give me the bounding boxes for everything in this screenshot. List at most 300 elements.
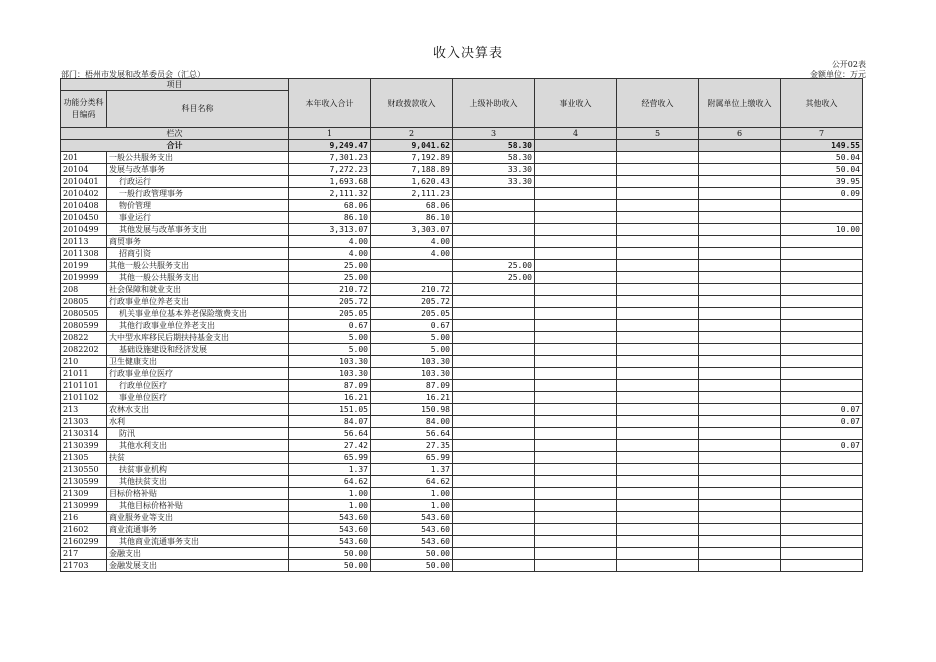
subject-name-cell: 其他发展与改革事务支出: [107, 224, 289, 236]
total-cell: [617, 140, 699, 152]
col-index: 4: [535, 128, 617, 140]
amount-cell: [617, 560, 699, 572]
amount-cell: 84.07: [289, 416, 371, 428]
col-header-business: 事业收入: [535, 79, 617, 128]
function-code-cell: 2080599: [61, 320, 107, 332]
amount-cell: [781, 500, 863, 512]
amount-cell: [781, 320, 863, 332]
amount-cell: 7,272.23: [289, 164, 371, 176]
amount-cell: [453, 308, 535, 320]
amount-unit: 金额单位：万元: [810, 70, 866, 79]
subject-name-cell: 其他一般公共服务支出: [107, 272, 289, 284]
func-code-header: 功能分类科目编码: [61, 91, 107, 128]
table-row: [61, 500, 863, 512]
amount-cell: [535, 308, 617, 320]
function-code-cell: 21305: [61, 452, 107, 464]
amount-cell: 103.30: [289, 356, 371, 368]
col-index: 2: [371, 128, 453, 140]
table-row: [61, 176, 863, 188]
subject-name-cell: 其他扶贫支出: [107, 476, 289, 488]
amount-cell: 65.99: [371, 452, 453, 464]
amount-cell: [535, 296, 617, 308]
function-code-cell: 210: [61, 356, 107, 368]
col-header-total: 本年收入合计: [289, 79, 371, 128]
amount-cell: [617, 404, 699, 416]
amount-cell: [535, 392, 617, 404]
amount-cell: [453, 500, 535, 512]
amount-cell: [699, 296, 781, 308]
amount-cell: 64.62: [289, 476, 371, 488]
amount-cell: [535, 368, 617, 380]
amount-cell: 25.00: [289, 260, 371, 272]
amount-cell: 39.95: [781, 176, 863, 188]
amount-cell: [453, 476, 535, 488]
table-row: [61, 224, 863, 236]
function-code-cell: 21602: [61, 524, 107, 536]
amount-cell: [699, 248, 781, 260]
amount-cell: 56.64: [371, 428, 453, 440]
amount-cell: [699, 380, 781, 392]
function-code-cell: 21703: [61, 560, 107, 572]
amount-cell: [535, 272, 617, 284]
subject-name-cell: 大中型水库移民后期扶持基金支出: [107, 332, 289, 344]
amount-cell: [617, 152, 699, 164]
amount-cell: 5.00: [371, 344, 453, 356]
amount-cell: [453, 332, 535, 344]
amount-cell: [453, 380, 535, 392]
subject-name-cell: 一般公共服务支出: [107, 152, 289, 164]
amount-cell: [453, 464, 535, 476]
amount-cell: 205.05: [371, 308, 453, 320]
amount-cell: [699, 548, 781, 560]
amount-cell: 27.42: [289, 440, 371, 452]
function-code-cell: 208: [61, 284, 107, 296]
table-row: [61, 248, 863, 260]
table-row: [61, 560, 863, 572]
amount-cell: [617, 296, 699, 308]
department-label: 部门：梧州市发展和改革委员会（汇总）: [61, 70, 205, 79]
function-code-cell: 217: [61, 548, 107, 560]
amount-cell: [617, 284, 699, 296]
amount-cell: [617, 164, 699, 176]
amount-cell: [453, 284, 535, 296]
amount-cell: [617, 476, 699, 488]
amount-cell: [617, 344, 699, 356]
amount-cell: 210.72: [289, 284, 371, 296]
amount-cell: [535, 464, 617, 476]
function-code-cell: 20104: [61, 164, 107, 176]
amount-cell: [781, 332, 863, 344]
amount-cell: [699, 212, 781, 224]
amount-cell: [699, 188, 781, 200]
table-row: [61, 200, 863, 212]
function-code-cell: 2101102: [61, 392, 107, 404]
amount-cell: [781, 476, 863, 488]
amount-cell: [699, 332, 781, 344]
amount-cell: 25.00: [453, 272, 535, 284]
amount-cell: [535, 152, 617, 164]
amount-cell: [617, 212, 699, 224]
function-code-cell: 2160299: [61, 536, 107, 548]
amount-cell: [699, 176, 781, 188]
amount-cell: 210.72: [371, 284, 453, 296]
amount-cell: [699, 428, 781, 440]
amount-cell: [781, 296, 863, 308]
amount-cell: 0.07: [781, 440, 863, 452]
amount-cell: [781, 548, 863, 560]
function-code-cell: 21011: [61, 368, 107, 380]
amount-cell: 4.00: [289, 236, 371, 248]
amount-cell: [699, 536, 781, 548]
amount-cell: 1.00: [289, 488, 371, 500]
amount-cell: 103.30: [371, 356, 453, 368]
amount-cell: 1.37: [371, 464, 453, 476]
subject-name-cell: 金融发展支出: [107, 560, 289, 572]
amount-cell: [617, 380, 699, 392]
col-index: 1: [289, 128, 371, 140]
amount-cell: [617, 356, 699, 368]
amount-cell: [535, 476, 617, 488]
subject-name-cell: 商业服务业等支出: [107, 512, 289, 524]
subject-name-cell: 农林水支出: [107, 404, 289, 416]
amount-cell: [617, 248, 699, 260]
amount-cell: [453, 188, 535, 200]
subject-name-cell: 行政事业单位医疗: [107, 368, 289, 380]
total-cell: 9,249.47: [289, 140, 371, 152]
amount-cell: [535, 452, 617, 464]
amount-cell: [535, 176, 617, 188]
amount-cell: [617, 332, 699, 344]
subject-name-cell: 其他目标价格补贴: [107, 500, 289, 512]
amount-cell: 543.60: [371, 536, 453, 548]
amount-cell: 0.07: [781, 416, 863, 428]
total-cell: 9,041.62: [371, 140, 453, 152]
amount-cell: 33.30: [453, 176, 535, 188]
subject-name-cell: 事业单位医疗: [107, 392, 289, 404]
amount-cell: [699, 344, 781, 356]
amount-cell: [453, 512, 535, 524]
amount-cell: [535, 200, 617, 212]
function-code-cell: 2010401: [61, 176, 107, 188]
amount-cell: [453, 368, 535, 380]
amount-cell: 16.21: [371, 392, 453, 404]
amount-cell: [617, 464, 699, 476]
amount-cell: 103.30: [289, 368, 371, 380]
function-code-cell: 2010408: [61, 200, 107, 212]
subject-name-cell: 物价管理: [107, 200, 289, 212]
table-row: [61, 332, 863, 344]
amount-cell: 205.72: [289, 296, 371, 308]
function-code-cell: 20199: [61, 260, 107, 272]
page-title: 收入决算表: [432, 46, 503, 61]
amount-cell: [535, 344, 617, 356]
amount-cell: [535, 440, 617, 452]
amount-cell: 205.72: [371, 296, 453, 308]
amount-cell: [699, 320, 781, 332]
amount-cell: 68.06: [371, 200, 453, 212]
subject-name-cell: 其他行政事业单位养老支出: [107, 320, 289, 332]
amount-cell: 84.00: [371, 416, 453, 428]
subject-name-cell: 社会保障和就业支出: [107, 284, 289, 296]
amount-cell: [453, 428, 535, 440]
table-row: [61, 440, 863, 452]
col-header-other: 其他收入: [781, 79, 863, 128]
amount-cell: [535, 236, 617, 248]
subject-name-cell: 目标价格补贴: [107, 488, 289, 500]
function-code-cell: 2080505: [61, 308, 107, 320]
amount-cell: 0.67: [371, 320, 453, 332]
amount-cell: 33.30: [453, 164, 535, 176]
amount-cell: 3,303.07: [371, 224, 453, 236]
amount-cell: 10.00: [781, 224, 863, 236]
amount-cell: 1,620.43: [371, 176, 453, 188]
table-row: [61, 212, 863, 224]
amount-cell: [535, 500, 617, 512]
amount-cell: [781, 392, 863, 404]
amount-cell: [617, 392, 699, 404]
total-label: 合计: [61, 140, 289, 152]
amount-cell: [535, 188, 617, 200]
amount-cell: 1.00: [371, 488, 453, 500]
subject-name-header: 科目名称: [107, 91, 289, 128]
amount-cell: 5.00: [289, 344, 371, 356]
amount-cell: [453, 560, 535, 572]
table-row: [61, 548, 863, 560]
amount-cell: [781, 260, 863, 272]
amount-cell: [617, 320, 699, 332]
amount-cell: 50.00: [371, 548, 453, 560]
amount-cell: 7,301.23: [289, 152, 371, 164]
col-index: 7: [781, 128, 863, 140]
subject-name-cell: 机关事业单位基本养老保险缴费支出: [107, 308, 289, 320]
amount-cell: [617, 512, 699, 524]
amount-cell: [453, 548, 535, 560]
subject-name-cell: 其他商业流通事务支出: [107, 536, 289, 548]
amount-cell: [699, 512, 781, 524]
amount-cell: [699, 356, 781, 368]
amount-cell: [453, 248, 535, 260]
amount-cell: [781, 356, 863, 368]
amount-cell: 50.04: [781, 152, 863, 164]
amount-cell: 1.37: [289, 464, 371, 476]
table-row: [61, 380, 863, 392]
amount-cell: [781, 524, 863, 536]
amount-cell: [535, 416, 617, 428]
amount-cell: [781, 200, 863, 212]
amount-cell: [535, 512, 617, 524]
amount-cell: [699, 224, 781, 236]
amount-cell: [453, 320, 535, 332]
amount-cell: [535, 332, 617, 344]
amount-cell: [617, 260, 699, 272]
amount-cell: [535, 428, 617, 440]
amount-cell: [617, 524, 699, 536]
amount-cell: [781, 308, 863, 320]
amount-cell: [781, 488, 863, 500]
function-code-cell: 2130599: [61, 476, 107, 488]
amount-cell: [617, 536, 699, 548]
function-code-cell: 2130314: [61, 428, 107, 440]
amount-cell: [617, 452, 699, 464]
amount-cell: [617, 548, 699, 560]
table-row: [61, 512, 863, 524]
amount-cell: 2,111.23: [371, 188, 453, 200]
amount-cell: [781, 464, 863, 476]
amount-cell: 0.67: [289, 320, 371, 332]
amount-cell: 7,188.89: [371, 164, 453, 176]
function-code-cell: 216: [61, 512, 107, 524]
amount-cell: 25.00: [289, 272, 371, 284]
amount-cell: [781, 536, 863, 548]
table-row: [61, 428, 863, 440]
subject-name-cell: 行政运行: [107, 176, 289, 188]
amount-cell: [781, 344, 863, 356]
function-code-cell: 2019999: [61, 272, 107, 284]
amount-cell: [535, 524, 617, 536]
amount-cell: [453, 212, 535, 224]
amount-cell: [699, 560, 781, 572]
amount-cell: [699, 284, 781, 296]
amount-cell: 543.60: [289, 524, 371, 536]
amount-cell: [699, 464, 781, 476]
subject-name-cell: 其他水利支出: [107, 440, 289, 452]
amount-cell: [699, 164, 781, 176]
col-header-affiliated: 附属单位上缴收入: [699, 79, 781, 128]
amount-cell: [781, 512, 863, 524]
subject-name-cell: 商贸事务: [107, 236, 289, 248]
amount-cell: [781, 380, 863, 392]
total-cell: [699, 140, 781, 152]
col-index-label: 栏次: [61, 128, 289, 140]
col-index: 3: [453, 128, 535, 140]
amount-cell: 58.30: [453, 152, 535, 164]
amount-cell: [699, 440, 781, 452]
amount-cell: [617, 500, 699, 512]
amount-cell: [699, 152, 781, 164]
function-code-cell: 2010450: [61, 212, 107, 224]
function-code-cell: 21309: [61, 488, 107, 500]
amount-cell: [617, 440, 699, 452]
subject-name-cell: 防汛: [107, 428, 289, 440]
amount-cell: 4.00: [371, 236, 453, 248]
table-row: [61, 404, 863, 416]
amount-cell: 150.98: [371, 404, 453, 416]
amount-cell: [617, 488, 699, 500]
amount-cell: [371, 260, 453, 272]
amount-cell: [699, 308, 781, 320]
col-header-operating: 经营收入: [617, 79, 699, 128]
table-row: [61, 308, 863, 320]
amount-cell: 50.00: [289, 560, 371, 572]
amount-cell: 103.30: [371, 368, 453, 380]
table-row: [61, 488, 863, 500]
amount-cell: [617, 188, 699, 200]
amount-cell: 543.60: [289, 512, 371, 524]
amount-cell: [617, 428, 699, 440]
amount-cell: [699, 272, 781, 284]
amount-cell: [453, 536, 535, 548]
function-code-cell: 2010499: [61, 224, 107, 236]
amount-cell: [781, 212, 863, 224]
table-row: [61, 452, 863, 464]
amount-cell: [699, 416, 781, 428]
amount-cell: [781, 272, 863, 284]
table-row: [61, 464, 863, 476]
table-row: [61, 392, 863, 404]
amount-cell: 1.00: [371, 500, 453, 512]
col-index: 5: [617, 128, 699, 140]
amount-cell: 56.64: [289, 428, 371, 440]
project-header: 项目: [61, 79, 289, 91]
amount-cell: [699, 452, 781, 464]
subject-name-cell: 行政单位医疗: [107, 380, 289, 392]
amount-cell: 50.00: [289, 548, 371, 560]
function-code-cell: 2010402: [61, 188, 107, 200]
function-code-cell: 2130999: [61, 500, 107, 512]
amount-cell: [535, 224, 617, 236]
amount-cell: 543.60: [371, 524, 453, 536]
amount-cell: [453, 452, 535, 464]
table-row: [61, 356, 863, 368]
amount-cell: [453, 224, 535, 236]
amount-cell: 25.00: [453, 260, 535, 272]
amount-cell: 543.60: [371, 512, 453, 524]
subject-name-cell: 扶贫: [107, 452, 289, 464]
function-code-cell: 20805: [61, 296, 107, 308]
amount-cell: 87.09: [371, 380, 453, 392]
table-row: [61, 524, 863, 536]
amount-cell: 1.00: [289, 500, 371, 512]
subject-name-cell: 商业流通事务: [107, 524, 289, 536]
amount-cell: [535, 164, 617, 176]
function-code-cell: 20113: [61, 236, 107, 248]
amount-cell: [699, 392, 781, 404]
amount-cell: [699, 368, 781, 380]
amount-cell: [453, 488, 535, 500]
amount-cell: [781, 248, 863, 260]
amount-cell: 7,192.89: [371, 152, 453, 164]
amount-cell: 1,693.68: [289, 176, 371, 188]
amount-cell: [617, 176, 699, 188]
amount-cell: [699, 236, 781, 248]
amount-cell: [535, 536, 617, 548]
subject-name-cell: 一般行政管理事务: [107, 188, 289, 200]
amount-cell: [535, 212, 617, 224]
amount-cell: [617, 416, 699, 428]
table-row: [61, 284, 863, 296]
table-row: [61, 320, 863, 332]
amount-cell: 16.21: [289, 392, 371, 404]
amount-cell: 543.60: [289, 536, 371, 548]
amount-cell: [617, 200, 699, 212]
subject-name-cell: 卫生健康支出: [107, 356, 289, 368]
amount-cell: 5.00: [289, 332, 371, 344]
amount-cell: [535, 260, 617, 272]
amount-cell: [453, 296, 535, 308]
col-index: 6: [699, 128, 781, 140]
amount-cell: [781, 284, 863, 296]
subject-name-cell: 行政事业单位养老支出: [107, 296, 289, 308]
table-row: [61, 476, 863, 488]
table-row: [61, 152, 863, 164]
amount-cell: [781, 236, 863, 248]
amount-cell: [617, 368, 699, 380]
subject-name-cell: 扶贫事业机构: [107, 464, 289, 476]
amount-cell: [699, 260, 781, 272]
amount-cell: 50.04: [781, 164, 863, 176]
amount-cell: 27.35: [371, 440, 453, 452]
function-code-cell: 2130399: [61, 440, 107, 452]
